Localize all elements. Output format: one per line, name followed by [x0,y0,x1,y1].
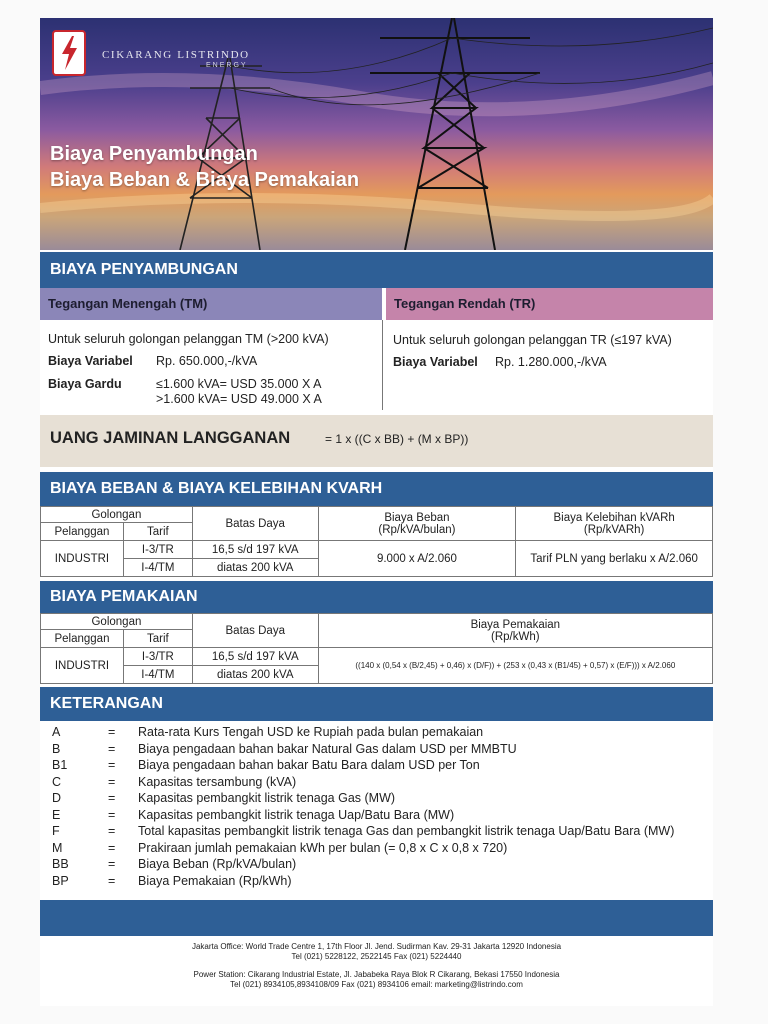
keterangan-desc: Biaya pengadaan bahan bakar Batu Bara dalam USD per Ton [138,758,480,772]
beban-value-cell: 9.000 x A/2.060 [318,541,516,577]
flyer-page [40,18,713,1006]
keterangan-desc: Kapasitas pembangkit listrik tenaga Gas (MW) [138,791,396,805]
keterangan-desc: Prakiraan jumlah pemakaian kWh per bulan (= 0,8 x C x 0,8 x 720) [138,840,508,855]
footer-line: Tel (021) 5228122, 2522145 Fax (021) 5224440 [291,952,462,961]
pelanggan-header: Pelanggan [41,630,124,648]
hero-title [50,141,359,193]
batas-daya-header: Batas Daya [192,507,318,541]
tm-gardu-line1: ≤1.600 kVA= USD 35.000 X A [156,377,322,391]
pemakaian-formula-cell: ((140 x (0,54 x (B/2,45) + 0,46) x (D/F)) + (253 x (0,43 x (B1/45) + 0,57) x (E/F))) x A/2.060 [318,648,712,684]
footer-line: Jakarta Office: World Trade Centre 1, 17th Floor Jl. Jend. Sudirman Kav. 29-31 Jakarta 12920 Indonesia [191,942,562,951]
kvarh-header-l2: (Rp/kVARh) [583,523,645,536]
keterangan-desc: Biaya Beban (Rp/kVA/bulan) [138,857,297,871]
keterangan-key: C [52,774,62,789]
tr-variabel-value: Rp. 1.280.000,-/kVA [495,355,607,369]
keterangan-key: BB [52,857,69,871]
industri-cell: INDUSTRI [41,648,124,684]
tarif-header: Tarif [123,523,192,541]
daya-cell: 16,5 s/d 197 kVA [192,648,318,666]
keterangan-equals: = [108,774,116,789]
tm-header-label: Tegangan Menengah (TM) [48,296,208,311]
footer-power-station [40,970,713,990]
tm-variabel-label: Biaya Variabel [48,354,133,368]
keterangan-equals: = [108,758,116,772]
keterangan-equals: = [108,791,116,805]
tm-gardu-label: Biaya Gardu [48,377,122,391]
uang-jaminan-formula: = 1 x ((C x BB) + (M x BP)) [325,432,469,446]
biaya-pemakaian-header [318,614,712,648]
keterangan-desc: Kapasitas pembangkit listrik tenaga Uap/Batu Bara (MW) [138,807,455,822]
keterangan-desc: Biaya pengadaan bahan bakar Natural Gas dalam USD per MMBTU [138,741,517,756]
brand-sub: ENERGY [206,62,248,69]
keterangan-key: A [52,725,61,739]
keterangan-desc: Rata-rata Kurs Tengah USD ke Rupiah pada bulan pemakaian [138,725,484,739]
uang-jaminan-label: UANG JAMINAN LANGGANAN [50,429,291,447]
section-title: BIAYA PENYAMBUNGAN [50,261,238,278]
kvarh-header [516,507,713,541]
section-bar-beban [40,472,713,506]
keterangan-key: B1 [52,758,68,772]
tr-header-label: Tegangan Rendah (TR) [394,296,536,311]
pemakaian-table [40,613,713,684]
section-title: BIAYA BEBAN & BIAYA KELEBIHAN KVARH [50,480,383,497]
tarif-header: Tarif [123,630,192,648]
brand-name: CIKARANG LISTRINDO [102,49,250,61]
biaya-beban-header-l1: Biaya Beban [384,511,450,524]
tm-header [40,288,382,320]
biaya-beban-header [318,507,516,541]
golongan-header: Golongan [41,614,193,630]
golongan-header: Golongan [41,507,193,523]
tr-variabel-label: Biaya Variabel [393,355,478,369]
tr-desc: Untuk seluruh golongan pelanggan TR (≤197 kVA) [393,333,672,347]
section-bar-keterangan [40,687,713,721]
section-bar-pemakaian [40,581,713,613]
beban-table [40,506,713,577]
keterangan-desc: Total kapasitas pembangkit listrik tenaga Gas dan pembangkit listrik tenaga Uap/Batu Bara (MW) [138,824,675,838]
hero-banner [40,18,713,250]
lightning-logo-icon [52,30,86,76]
tarif-cell: I-4/TM [123,559,192,577]
kvarh-header-l1: Biaya Kelebihan kVARh [553,511,675,524]
tarif-cell: I-4/TM [123,666,192,684]
keterangan-equals: = [108,857,116,871]
daya-cell: 16,5 s/d 197 kVA [192,541,318,559]
section-title: BIAYA PEMAKAIAN [50,588,198,605]
column-divider [382,320,383,410]
bottom-bar [40,900,713,936]
keterangan-key: BP [52,873,69,888]
keterangan-equals: = [108,840,116,855]
tarif-cell: I-3/TR [123,648,192,666]
keterangan-key: B [52,741,61,756]
biaya-beban-header-l2: (Rp/kVA/bulan) [378,523,456,536]
tm-desc: Untuk seluruh golongan pelanggan TM (>200 kVA) [48,332,329,346]
keterangan-equals: = [108,807,116,822]
section-bar-penyambungan [40,252,713,288]
keterangan-equals: = [108,824,116,838]
keterangan-equals: = [108,873,116,888]
tm-gardu-line2: >1.600 kVA= USD 49.000 X A [156,392,322,406]
kvarh-value-cell: Tarif PLN yang berlaku x A/2.060 [516,541,713,577]
daya-cell: diatas 200 kVA [192,559,318,577]
keterangan-equals: = [108,741,116,756]
footer-jakarta [40,942,713,962]
biaya-pemakaian-header-l2: (Rp/kWh) [491,630,540,643]
footer-line: Power Station: Cikarang Industrial Estate, Jl. Jababeka Raya Blok R Cikarang, Bekasi 17550 Indonesia [193,970,560,979]
keterangan-desc: Kapasitas tersambung (kVA) [138,774,297,789]
uang-jaminan-box [40,415,713,467]
keterangan-key: E [52,807,61,822]
keterangan-desc: Biaya Pemakaian (Rp/kWh) [138,873,292,888]
tm-variabel-value: Rp. 650.000,-/kVA [156,354,258,368]
keterangan-key: M [52,840,63,855]
tr-header [386,288,713,320]
daya-cell: diatas 200 kVA [192,666,318,684]
keterangan-key: F [52,824,60,838]
keterangan-key: D [52,791,62,805]
hero-title-line2: Biaya Beban & Biaya Pemakaian [50,169,360,191]
pelanggan-header: Pelanggan [41,523,124,541]
footer-line: Tel (021) 8934105,8934108/09 Fax (021) 8934106 email: marketing@listrindo.com [230,980,523,989]
tarif-cell: I-3/TR [123,541,192,559]
hero-title-line1: Biaya Penyambungan [50,143,258,165]
industri-cell: INDUSTRI [41,541,124,577]
batas-daya-header: Batas Daya [192,614,318,648]
biaya-pemakaian-header-l1: Biaya Pemakaian [470,618,561,631]
keterangan-equals: = [108,725,116,739]
section-title: KETERANGAN [50,695,163,712]
